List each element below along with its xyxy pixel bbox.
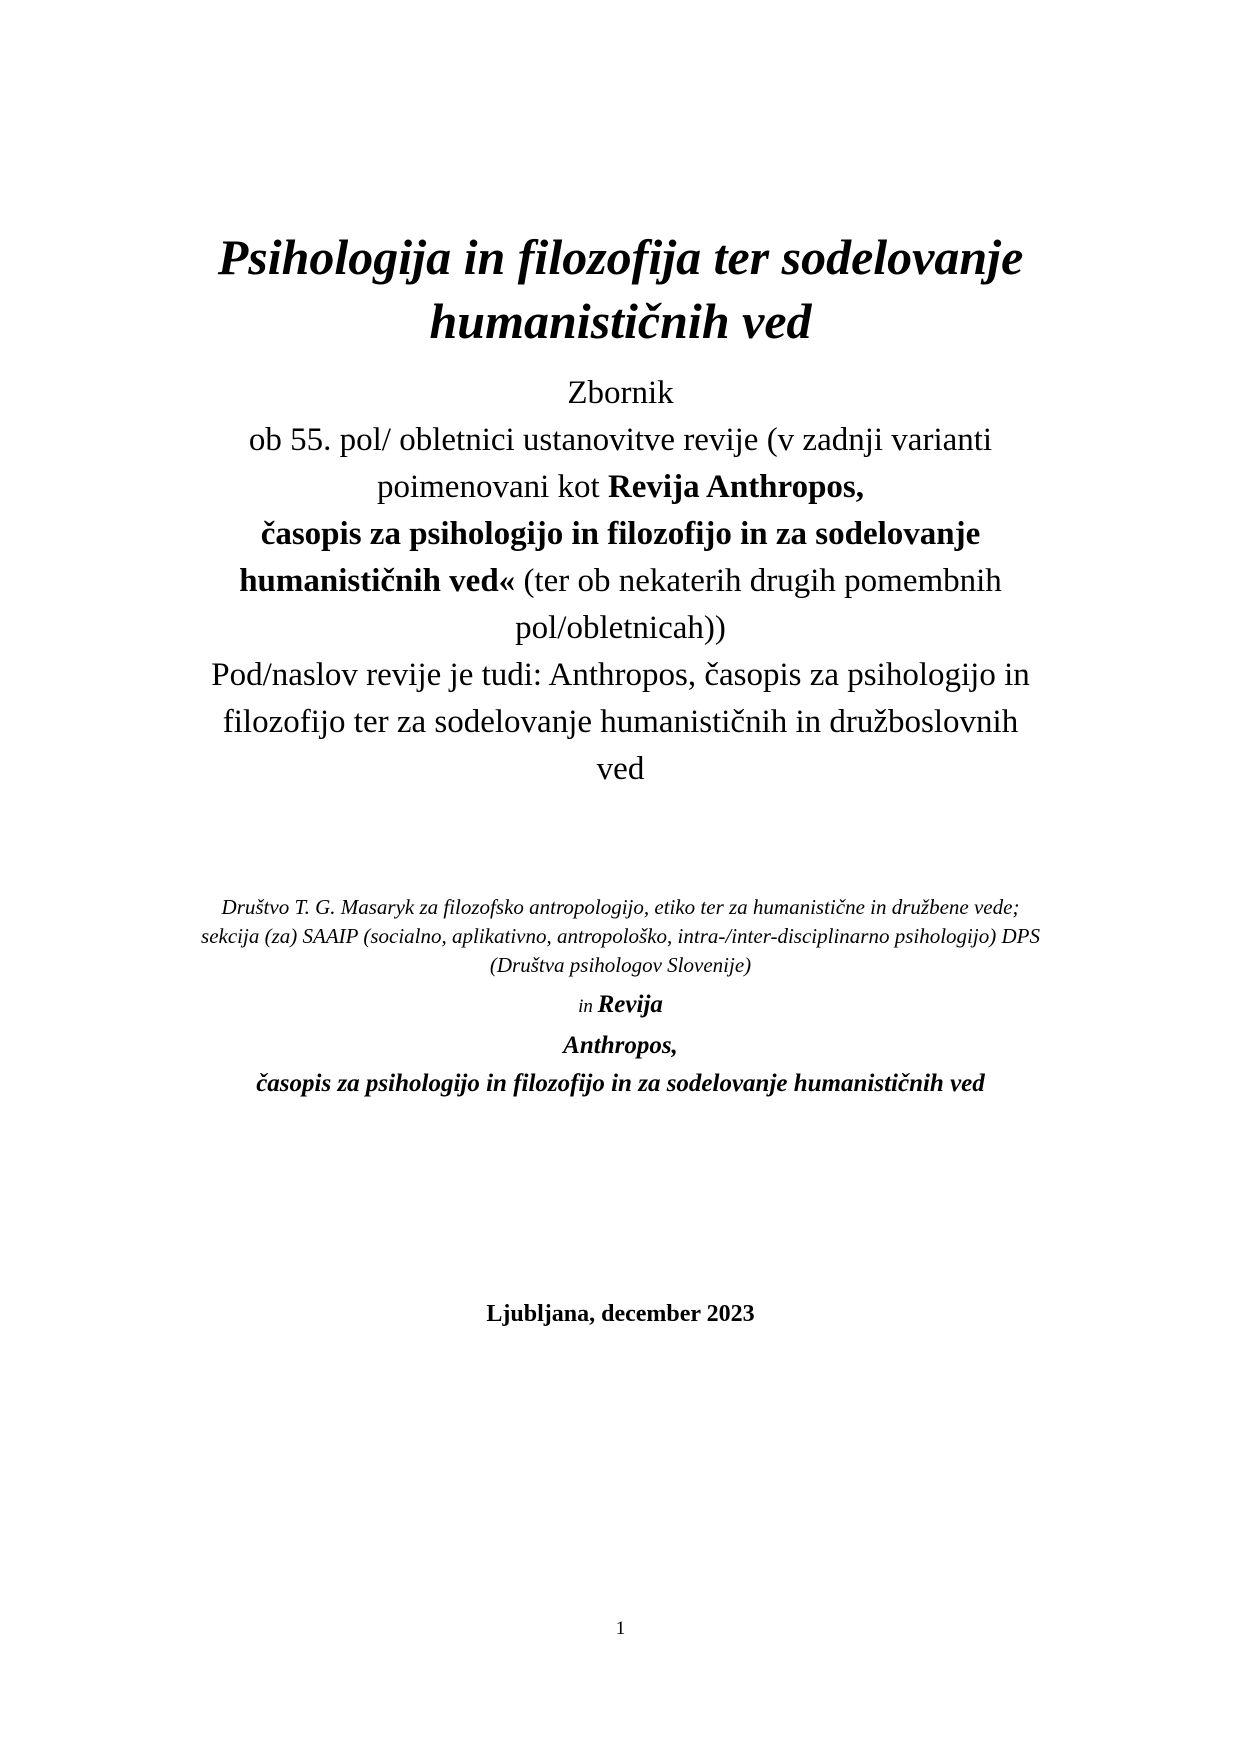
journal-subtitle-end-bold: humanističnih ved« — [239, 563, 516, 599]
place-and-date: Ljubljana, december 2023 — [486, 1301, 755, 1327]
publisher-block — [120, 893, 1121, 980]
description-line-7: Pod/naslov revije je tudi: Anthropos, časopis za psihologijo in — [211, 657, 1030, 693]
title-line-1: Psihologija in filozofija ter sodelovanje — [217, 229, 1024, 285]
journal-subtitle-italic: časopis za psihologijo in filozofijo in za sodelovanje humanističnih ved — [256, 1070, 985, 1097]
co-publisher-block — [120, 986, 1121, 1103]
co-publisher-line-1 — [120, 986, 1121, 1027]
publisher-line-3: (Društva psihologov Slovenije) — [489, 953, 752, 977]
description-line-5 — [120, 558, 1121, 605]
description-line-5-plain: (ter ob nekaterih drugih pomembnih — [515, 563, 1002, 599]
description-line-3-plain: poimenovani kot — [376, 469, 608, 505]
journal-subtitle-bold: časopis za psihologijo in filozofijo in za sodelovanje — [260, 516, 981, 552]
description-line-2: ob 55. pol/ obletnici ustanovitve revije (v zadnji varianti — [248, 422, 993, 458]
description-line-8: filozofijo ter za sodelovanje humanističnih in družboslovnih — [222, 704, 1019, 740]
anthropos-label: Anthropos, — [563, 1032, 678, 1059]
description-line-6: pol/obletnicah)) — [515, 610, 726, 646]
zbornik-label: Zbornik — [567, 375, 674, 411]
revija-label: Revija — [597, 991, 663, 1018]
description-line-9: ved — [596, 751, 645, 787]
journal-name-bold: Revija Anthropos, — [607, 469, 865, 505]
page-number: 1 — [615, 1618, 626, 1639]
document-title — [120, 225, 1121, 353]
in-word: in — [578, 996, 598, 1017]
publisher-line-2: sekcija (za) SAAIP (socialno, aplikativno, antropološko, intra-/inter-disciplinarno psihologijo) DPS — [201, 924, 1040, 948]
description-line-3 — [120, 464, 1121, 511]
publisher-line-1: Društvo T. G. Masaryk za filozofsko antropologijo, etiko ter za humanistične in družbene vede; — [221, 895, 1020, 919]
collection-description — [120, 370, 1121, 793]
title-line-2: humanističnih ved — [429, 293, 812, 349]
